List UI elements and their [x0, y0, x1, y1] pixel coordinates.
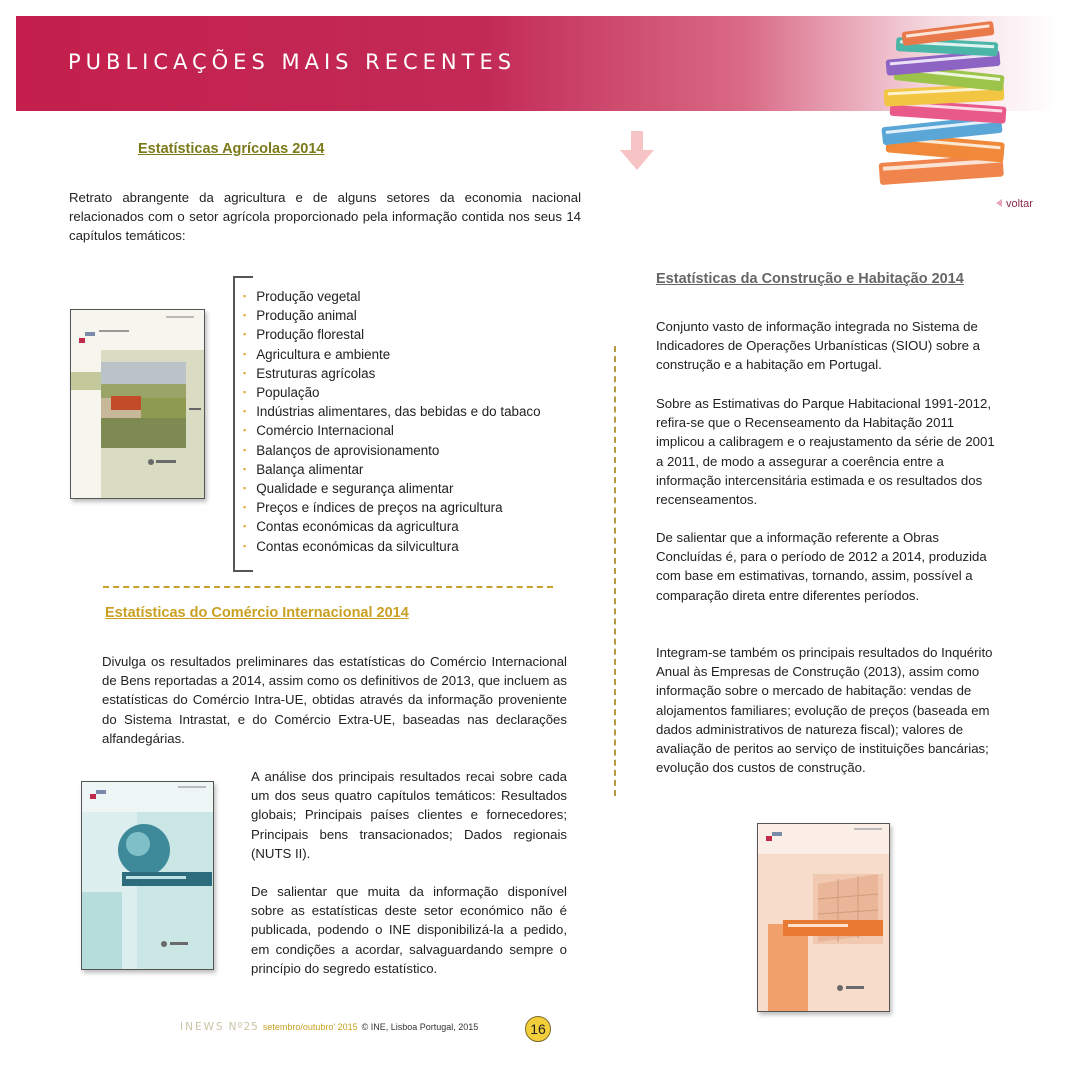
footer-issue: Nº25	[228, 1021, 259, 1033]
footer	[180, 1021, 478, 1033]
list-item: ▪ Contas económicas da silvicultura	[243, 537, 541, 556]
list-item: ▪ Balanços de aprovisionamento	[243, 441, 541, 460]
list-item: ▪ Agricultura e ambiente	[243, 345, 541, 364]
arrow-down-icon	[614, 128, 660, 174]
back-link[interactable]: voltar	[996, 198, 1033, 210]
section-title-comercio[interactable]: Estatísticas do Comércio Internacional 2014	[105, 605, 409, 621]
section-title-construcao[interactable]: Estatísticas da Construção e Habitação 2014	[656, 271, 964, 287]
footer-brand: INEWS	[180, 1021, 225, 1033]
column-divider-vertical	[614, 346, 616, 796]
comercio-paragraph-3: De salientar que muita da informação disponível sobre as estatísticas deste setor económico não é publicada, podendo o INE disponibilizá-la a pedido, em condições a acordar, salvaguardando sempre o princípio do segredo estatístico.	[251, 884, 567, 976]
section-title-agricola[interactable]: Estatísticas Agrícolas 2014	[138, 141, 325, 157]
section-divider-horizontal	[103, 586, 553, 588]
book-stack-icon	[872, 20, 1032, 190]
list-item: ▪ Produção animal	[243, 306, 541, 325]
list-item: ▪ Indústrias alimentares, das bebidas e do tabaco	[243, 402, 541, 421]
list-item: ▪ Comércio Internacional	[243, 421, 541, 440]
list-item: ▪ Preços e índices de preços na agricultura	[243, 498, 541, 517]
agricola-description: Retrato abrangente da agricultura e de alguns setores da economia nacional relacionados com o setor agrícola proporcionado pela informação contida nos seus 14 capítulos temáticos:	[69, 190, 581, 244]
list-item: ▪ Estruturas agrícolas	[243, 364, 541, 383]
list-item: ▪ Qualidade e segurança alimentar	[243, 479, 541, 498]
construcao-paragraph-3: De salientar que a informação referente a Obras Concluídas é, para o período de 2012 a 2014, produzida com base em estimativas, tornando, assim, possível a comparação direta entre diferentes períodos.	[656, 530, 987, 603]
page-title: PUBLICAÇÕES MAIS RECENTES	[68, 50, 517, 74]
comercio-paragraph-1: Divulga os resultados preliminares das estatísticas do Comércio Internacional de Bens reportadas a 2014, assim como os definitivos de 2013, que incluem as estatísticas do Comércio Intra-UE, obtidas através da informação proveniente do Sistema Intrastat, e do Comércio Extra-UE, baseadas nas declarações alfandegárias.	[102, 654, 567, 746]
agricola-topic-list	[243, 287, 541, 556]
comercio-paragraph-2: A análise dos principais resultados recai sobre cada um dos seus quatro capítulos temáticos: Resultados globais; Principais países clientes e fornecedores; Principais bens transacionados; Dados regionais (NUTS II).	[251, 769, 567, 861]
construcao-paragraph-1: Conjunto vasto de informação integrada no Sistema de Indicadores de Operações Urbanísticas (SIOU) sobre a construção e a habitação em Portugal.	[656, 319, 980, 373]
page-number-badge: 16	[525, 1016, 551, 1042]
construcao-paragraph-4: Integram-se também os principais resultados do Inquérito Anual às Empresas de Construção (2013), assim como informação sobre o mercado de habitação: vendas de alojamentos familiares; evolução de preços (baseada em dados administrativos de natureza fiscal); valores de avaliação de peritos ao serviço de instituições bancárias; evolução dos custos de construção.	[656, 645, 993, 776]
footer-copyright: © INE, Lisboa Portugal, 2015	[361, 1022, 479, 1032]
list-item: ▪ Balança alimentar	[243, 460, 541, 479]
agricola-cover-image[interactable]	[70, 309, 205, 499]
back-arrow-icon	[996, 199, 1002, 207]
construcao-cover-image[interactable]	[757, 823, 890, 1012]
footer-date: setembro/outubro' 2015	[262, 1022, 358, 1032]
comercio-cover-image[interactable]	[81, 781, 214, 970]
list-item: ▪ Produção florestal	[243, 325, 541, 344]
construcao-paragraph-2: Sobre as Estimativas do Parque Habitacional 1991-2012, refira-se que o Recenseamento da Habitação 2011 implicou a calibragem e o reajustamento da série de 2001 a 2011, de modo a assegurar a coerência entre a informação intercensitária estimada e os resultados dos recenseamentos.	[656, 396, 995, 508]
list-item: ▪ Produção vegetal	[243, 287, 541, 306]
list-item: ▪ População	[243, 383, 541, 402]
list-item: ▪ Contas económicas da agricultura	[243, 517, 541, 536]
